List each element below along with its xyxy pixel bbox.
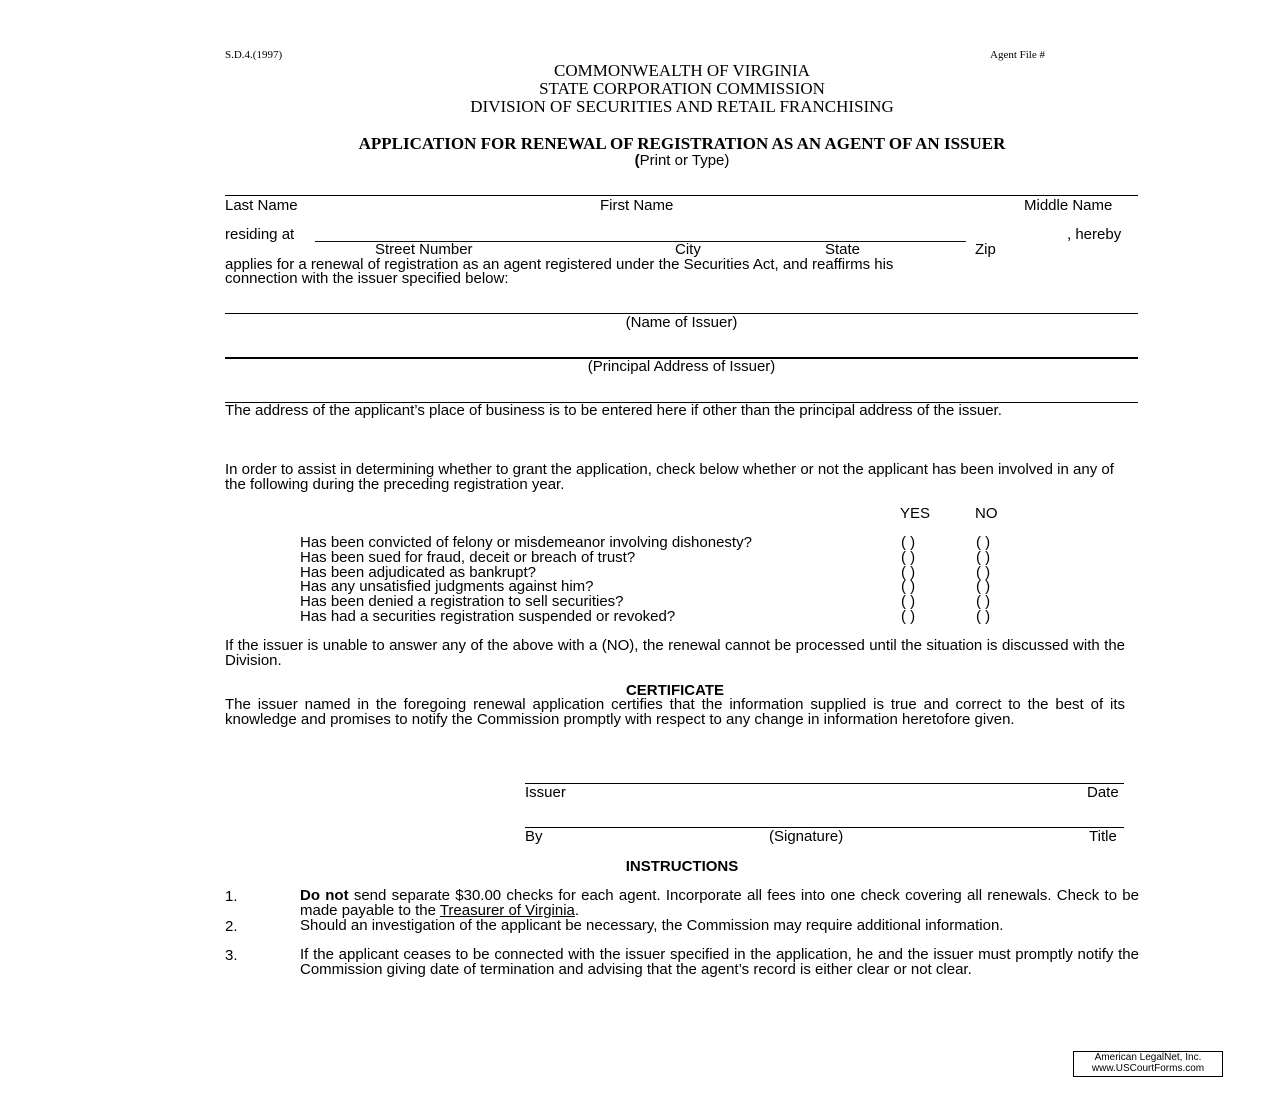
instruction-1-number: 1. <box>225 888 238 905</box>
issuer-signature-line[interactable] <box>525 783 1124 784</box>
agent-file-label: Agent File # <box>990 49 1045 61</box>
instruction-3-text: If the applicant ceases to be connected with the issuer specified in the application, he and the issuer must promptly notify the Commission giving date of termination and advising that the agent’s record is either clear or not clear. <box>300 946 1139 978</box>
date-label: Date <box>1087 784 1119 801</box>
city-label: City <box>675 241 701 258</box>
first-name-label: First Name <box>600 197 674 214</box>
q1-yes-checkbox[interactable]: ( ) <box>901 534 916 551</box>
instruction-1-end: . <box>574 901 580 919</box>
subtitle-paren: ( <box>634 152 640 169</box>
name-line[interactable] <box>225 195 1138 196</box>
signature-label: (Signature) <box>769 828 844 845</box>
business-address-note: The address of the applicant’s place of business is to be entered here if other than the principal address of the issuer. <box>225 402 1002 419</box>
footer-stamp <box>1073 1051 1223 1077</box>
q1-no-checkbox[interactable]: ( ) <box>976 534 991 551</box>
q3-no-checkbox[interactable]: ( ) <box>976 564 991 581</box>
instruction-3-number: 3. <box>225 947 238 964</box>
instruction-2-number: 2. <box>225 918 238 935</box>
issuer-name-label: (Name of Issuer) <box>625 314 738 331</box>
treasurer-link: Treasurer of Virginia <box>439 901 575 919</box>
form-code: S.D.4.(1997) <box>225 49 283 61</box>
certificate-text: The issuer named in the foregoing renewal application certifies that the information supplied is true and correct to the best of its knowledge and promises to notify the Commission promptly with respect to any change in information heretofore given. <box>225 696 1125 728</box>
zip-label: Zip <box>975 241 996 258</box>
header-line-2: STATE CORPORATION COMMISSION <box>539 79 825 98</box>
by-label: By <box>525 828 543 845</box>
question-5: Has been denied a registration to sell securities? <box>300 593 624 610</box>
form-subtitle <box>225 153 1139 168</box>
q3-yes-checkbox[interactable]: ( ) <box>901 564 916 581</box>
title-label: Title <box>1089 828 1117 845</box>
renewal-statement-line-1: applies for a renewal of registration as an agent registered under the Securities Act, and reaffirms his <box>225 256 894 273</box>
q2-no-checkbox[interactable]: ( ) <box>976 549 991 566</box>
questions-intro: In order to assist in determining whether to grant the application, check below whether or not the applicant has been involved in any of the following during the preceding registration year. <box>225 461 1114 493</box>
q6-no-checkbox[interactable]: ( ) <box>976 608 991 625</box>
question-4: Has any unsatisfied judgments against him? <box>300 578 594 595</box>
residence-blank[interactable]: ______________________________________________________________________________ <box>315 227 966 242</box>
street-number-label: Street Number <box>375 241 473 258</box>
middle-name-label: Middle Name <box>1024 197 1113 214</box>
q6-yes-checkbox[interactable]: ( ) <box>901 608 916 625</box>
q4-yes-checkbox[interactable]: ( ) <box>901 578 916 595</box>
question-3: Has been adjudicated as bankrupt? <box>300 564 537 581</box>
hereby-label: , hereby <box>1067 226 1122 243</box>
q5-yes-checkbox[interactable]: ( ) <box>901 593 916 610</box>
no-answer-note: If the issuer is unable to answer any of the above with a (NO), the renewal cannot be processed until the situation is discussed with the Division. <box>225 637 1125 669</box>
instructions-heading: INSTRUCTIONS <box>625 858 739 875</box>
renewal-statement-line-2: connection with the issuer specified below: <box>225 270 509 287</box>
instruction-1-bold: Do not <box>300 887 349 904</box>
header-line-1: COMMONWEALTH OF VIRGINIA <box>554 61 810 80</box>
residing-at-label: residing at <box>225 226 295 243</box>
subtitle-text: Print or Type) <box>639 152 730 169</box>
question-2: Has been sued for fraud, deceit or breach of trust? <box>300 549 636 566</box>
footer-line-2: www.USCourtForms.com <box>1091 1063 1205 1074</box>
instruction-1-body: send separate $30.00 checks for each agent. Incorporate all fees into one check covering all renewals. Check to be made payable to the <box>300 887 1139 919</box>
instruction-2-text: Should an investigation of the applicant be necessary, the Commission may require additional information. <box>300 917 1004 934</box>
instruction-1-text <box>300 889 1139 918</box>
question-6: Has had a securities registration suspended or revoked? <box>300 608 676 625</box>
no-column-header: NO <box>975 505 998 522</box>
issuer-label: Issuer <box>525 784 566 801</box>
yes-column-header: YES <box>900 505 931 522</box>
q5-no-checkbox[interactable]: ( ) <box>976 593 991 610</box>
certificate-heading: CERTIFICATE <box>625 682 725 699</box>
q4-no-checkbox[interactable]: ( ) <box>976 578 991 595</box>
header-line-3: DIVISION OF SECURITIES AND RETAIL FRANCHISING <box>470 97 894 116</box>
last-name-label: Last Name <box>225 197 298 214</box>
form-title: APPLICATION FOR RENEWAL OF REGISTRATION AS AN AGENT OF AN ISSUER <box>358 134 1006 153</box>
footer-line-1: American LegalNet, Inc. <box>1094 1052 1202 1063</box>
q2-yes-checkbox[interactable]: ( ) <box>901 549 916 566</box>
state-label: State <box>825 241 861 258</box>
issuer-address-label: (Principal Address of Issuer) <box>587 358 776 375</box>
question-1: Has been convicted of felony or misdemeanor involving dishonesty? <box>300 534 752 551</box>
